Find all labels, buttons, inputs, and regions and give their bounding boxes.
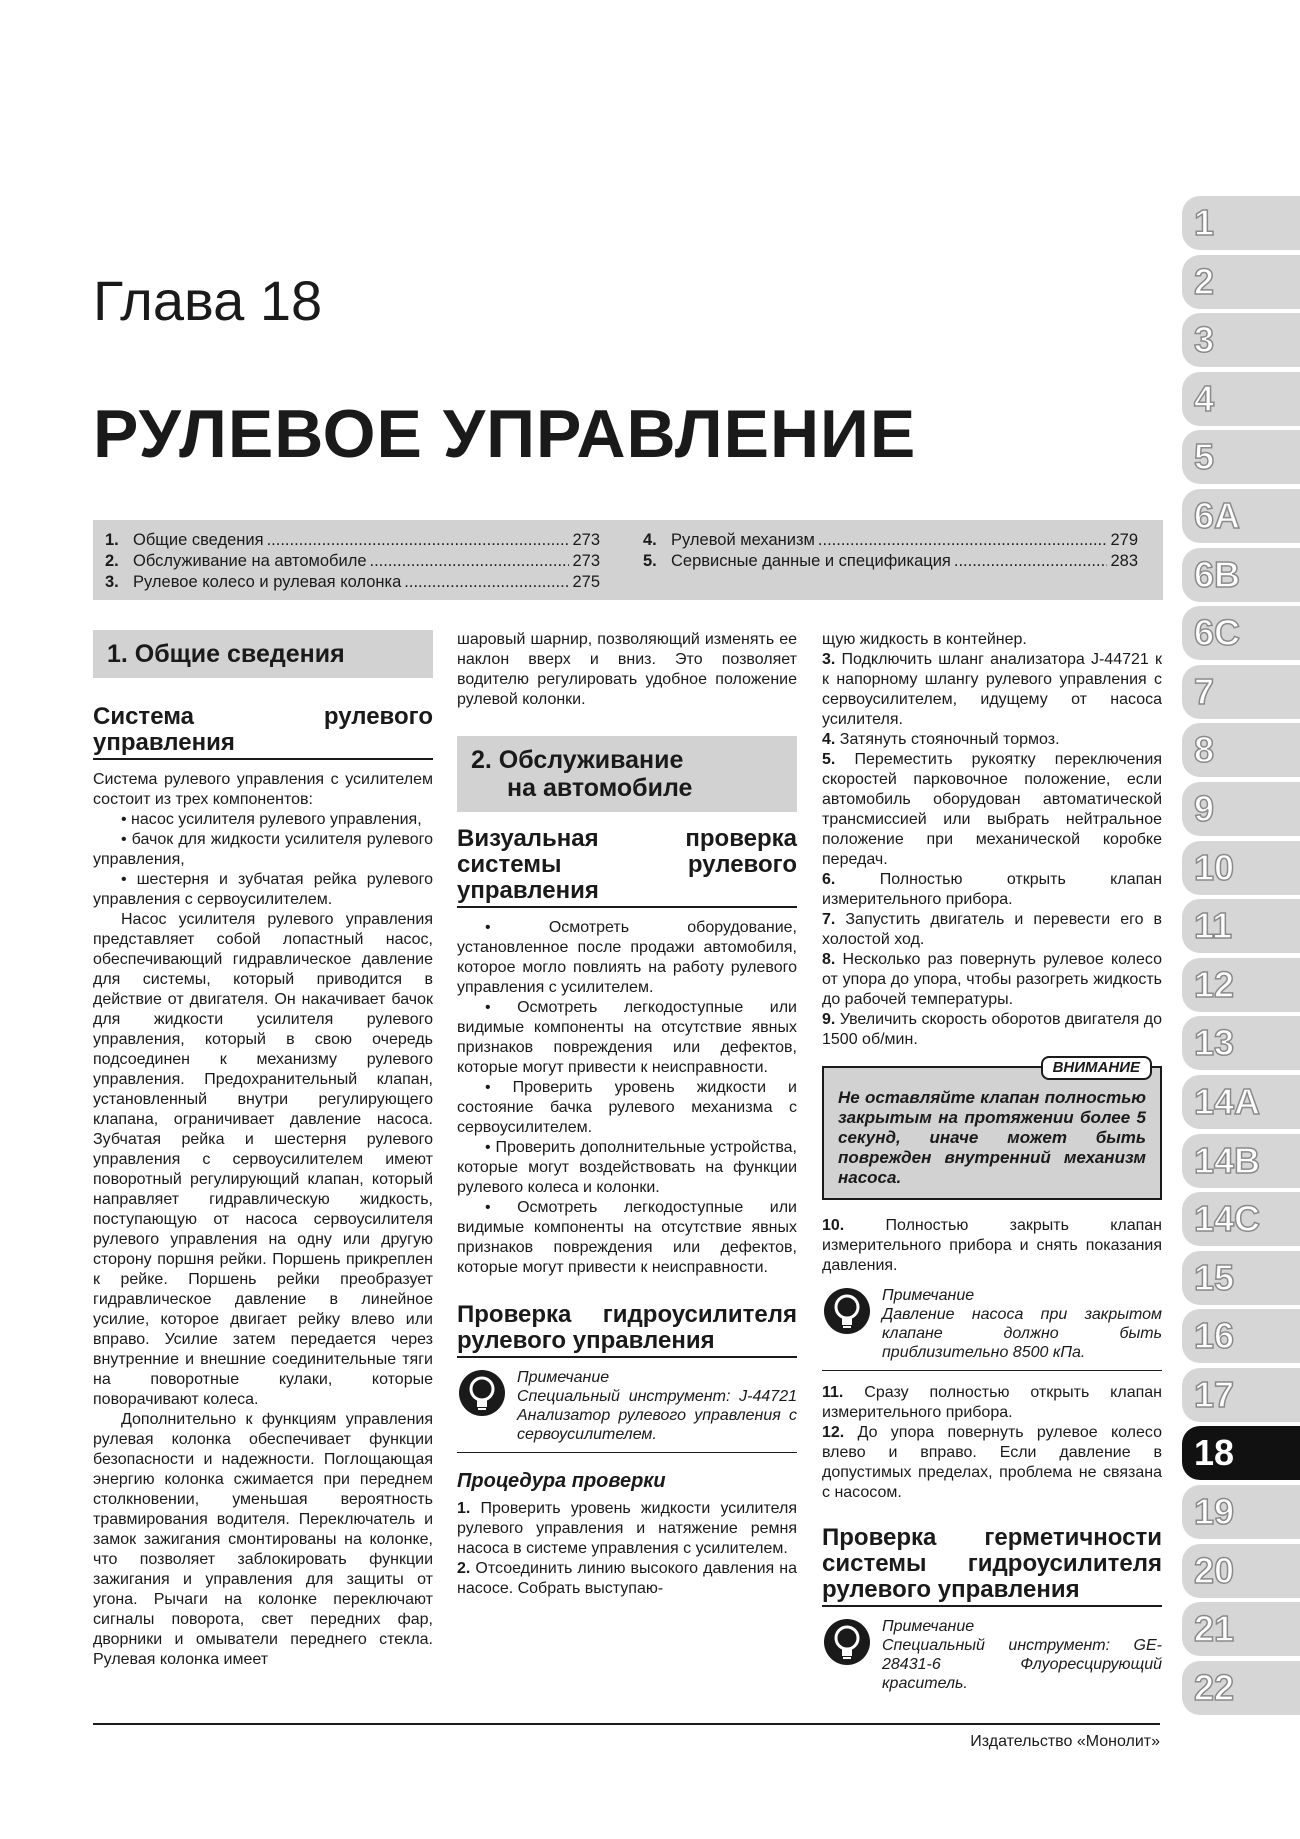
toc-item-title: Обслуживание на автомобиле xyxy=(133,552,367,570)
chapter-tab[interactable]: 9 xyxy=(1182,782,1300,836)
step-item xyxy=(822,870,1162,910)
lightbulb-icon xyxy=(822,1286,872,1336)
bullet-item: • Осмотреть легкодоступные или видимые компоненты на отсутствие явных признаков повреждения или дефектов, которые могут привести к неисправности. xyxy=(457,999,797,1076)
chapter-tabs xyxy=(1182,196,1300,1719)
toc-leader xyxy=(370,551,570,572)
warning-box xyxy=(822,1059,1162,1200)
chapter-tab[interactable]: 21 xyxy=(1182,1602,1300,1656)
toc-item-page: 279 xyxy=(1110,531,1138,549)
step-text: Затянуть стояночный тормоз. xyxy=(839,731,1060,748)
note-block xyxy=(822,1617,1162,1701)
note-content: Специальный инструмент: GE-28431-6 Флуоресцирующий краситель. xyxy=(882,1637,1162,1692)
step-number: 11. xyxy=(822,1384,844,1401)
column-3 xyxy=(822,630,1162,1713)
toc-item-title: Сервисные данные и спецификация xyxy=(671,552,951,570)
bullet-item: • Проверить уровень жидкости и состояние бачка рулевого механизма с сервоусилителем. xyxy=(457,1079,797,1136)
step-text: Отсоединить линию высокого давления на насосе. Собрать выступаю- xyxy=(457,1560,797,1597)
toc-item-page: 273 xyxy=(572,552,600,570)
footer-divider xyxy=(93,1723,1160,1725)
lightbulb-icon xyxy=(822,1617,872,1667)
subheading-steering-system: Система рулевого управления xyxy=(93,704,433,760)
column-1 xyxy=(93,630,433,1670)
warning-text: Не оставляйте клапан полностью закрытым на протяжении более 5 секунд, иначе может быть поврежден внутренний механизм насоса. xyxy=(838,1088,1146,1187)
step-number: 2. xyxy=(457,1560,471,1577)
toc-right-column xyxy=(643,530,1138,572)
step-item xyxy=(822,1010,1162,1050)
chapter-tab[interactable]: 17 xyxy=(1182,1368,1300,1422)
chapter-tab-active[interactable]: 18 xyxy=(1182,1426,1300,1480)
warning-label: ВНИМАНИЕ xyxy=(1041,1056,1152,1080)
toc-item-title: Рулевое колесо и рулевая колонка xyxy=(133,573,402,591)
chapter-tab[interactable]: 1 xyxy=(1182,196,1300,250)
bullet-item: • шестерня и зубчатая рейка рулевого управления с сервоусилителем. xyxy=(93,871,433,908)
column-2 xyxy=(457,630,797,1599)
toc-item[interactable] xyxy=(643,551,1138,572)
step-text: Подключить шланг анализатора J-44721 к к напорному шлангу рулевого управления с сервоусилителем, идущему от насоса усилителя. xyxy=(822,651,1162,728)
note-text xyxy=(882,1617,1162,1693)
bullet-item: • насос усилителя рулевого управления, xyxy=(121,811,422,828)
bullet-item: • Осмотреть легкодоступные или видимые компоненты на отсутствие явных признаков повреждения или дефектов, которые могут привести к неисправности. xyxy=(457,1199,797,1276)
step-item xyxy=(822,1423,1162,1503)
note-text xyxy=(517,1368,797,1444)
chapter-tab[interactable]: 20 xyxy=(1182,1544,1300,1598)
step-text: Переместить рукоятку переключения скоростей парковочное положение, если автомобиль оборудован автоматической трансмиссией или выбрать нейтральное положение при механической коробке передач. xyxy=(822,751,1162,868)
step-text: Проверить уровень жидкости усилителя рулевого управления и натяжение ремня насоса в системе управления с усилителем. xyxy=(457,1500,797,1557)
step-item xyxy=(822,1216,1162,1276)
toc-item-title: Рулевой механизм xyxy=(671,531,815,549)
section-heading-line: 2. Обслуживание xyxy=(471,746,684,774)
step-item xyxy=(822,910,1162,950)
step-number: 10. xyxy=(822,1217,845,1234)
step-number: 7. xyxy=(822,911,836,928)
toc-item-number: 2. xyxy=(105,552,119,570)
step-number: 3. xyxy=(822,651,836,668)
step-number: 9. xyxy=(822,1011,836,1028)
toc-item-page: 275 xyxy=(572,573,600,591)
step-item xyxy=(457,1559,797,1599)
chapter-tab[interactable]: 10 xyxy=(1182,841,1300,895)
step-item xyxy=(822,950,1162,1010)
step-text: Сразу полностью открыть клапан измерительного прибора. xyxy=(822,1384,1162,1421)
toc-item-page: 273 xyxy=(572,531,600,549)
chapter-tab[interactable]: 6A xyxy=(1182,489,1300,543)
step-number: 6. xyxy=(822,871,836,888)
step-text: Полностью закрыть клапан измерительного прибора и снять показания давления. xyxy=(822,1217,1163,1274)
table-of-contents xyxy=(93,520,1163,600)
step-text: Несколько раз повернуть рулевое колесо от упора до упора, чтобы разогреть жидкость до рабочей температуры. xyxy=(822,951,1162,1008)
toc-leader xyxy=(267,530,570,551)
bullet-item: • Проверить дополнительные устройства, которые могут воздействовать на функции рулевого колеса и колонки. xyxy=(457,1139,797,1196)
paragraph: щую жидкость в контейнер. xyxy=(822,631,1027,648)
step-text: Полностью открыть клапан измерительного прибора. xyxy=(822,871,1162,908)
step-item xyxy=(822,1383,1162,1423)
note-content: Давление насоса при закрытом клапане должно быть приблизительно 8500 кПа. xyxy=(882,1306,1162,1361)
footer-publisher: Издательство «Монолит» xyxy=(970,1733,1160,1750)
toc-item-number: 4. xyxy=(643,531,657,549)
section-heading-general: 1. Общие сведения xyxy=(93,630,433,678)
chapter-tab[interactable]: 19 xyxy=(1182,1485,1300,1539)
paragraph: шаровый шарнир, позволяющий изменять ее наклон вверх и вниз. Это позволяет водителю регулировать удобное положение рулевой колонки. xyxy=(457,631,797,708)
toc-item[interactable] xyxy=(105,530,600,551)
chapter-tab[interactable]: 16 xyxy=(1182,1309,1300,1363)
subheading-visual-check: Визуальная проверка системы рулевого управления xyxy=(457,826,797,908)
toc-item[interactable] xyxy=(105,572,600,593)
chapter-tab[interactable]: 3 xyxy=(1182,313,1300,367)
note-content: Специальный инструмент: J-44721 Анализатор рулевого управления с сервоусилителем. xyxy=(517,1388,797,1443)
subheading-power-steering-check: Проверка гидроусилителя рулевого управления xyxy=(457,1302,797,1358)
chapter-tab[interactable]: 6B xyxy=(1182,548,1300,602)
toc-item[interactable] xyxy=(643,530,1138,551)
paragraph: Система рулевого управления с усилителем состоит из трех компонентов: xyxy=(93,771,433,808)
step-number: 8. xyxy=(822,951,836,968)
step-text: Запустить двигатель и перевести его в холостой ход. xyxy=(822,911,1162,948)
step-text: До упора повернуть рулевое колесо влево и вправо. Если давление в допустимых пределах, проблема не связана с насосом. xyxy=(822,1424,1162,1501)
chapter-tab[interactable]: 22 xyxy=(1182,1661,1300,1715)
lightbulb-icon xyxy=(457,1368,507,1418)
note-block xyxy=(822,1286,1162,1371)
chapter-tab[interactable]: 4 xyxy=(1182,372,1300,426)
section-heading-line: на автомобиле xyxy=(507,774,693,802)
note-block xyxy=(457,1368,797,1453)
chapter-tab[interactable]: 7 xyxy=(1182,665,1300,719)
toc-leader xyxy=(404,572,569,593)
step-item xyxy=(822,650,1162,730)
step-number: 1. xyxy=(457,1500,471,1517)
step-item xyxy=(457,1499,797,1559)
chapter-tab[interactable]: 11 xyxy=(1182,899,1300,953)
note-label: Примечание xyxy=(882,1618,975,1635)
toc-left-column xyxy=(105,530,600,593)
chapter-tab[interactable]: 14A xyxy=(1182,1075,1300,1129)
step-item xyxy=(822,730,1162,750)
page-title: РУЛЕВОЕ УПРАВЛЕНИЕ xyxy=(93,396,917,472)
paragraph: Насос усилителя рулевого управления представляет собой лопастный насос, обеспечивающий гидравлическое давление для системы, который приводится в действие от двигателя. Он накачивает бачок для жидкости усилителя рулевого управления, который в свою очередь подсоединен к механизму рулевого управления. Предохранительный клапан, установленный внутри регулирующего клапана, ограничивает давление насоса. Зубчатая рейка и шестерня рулевого управления с сервоусилителем имеют поворотный регулирующий клапан, который направляет гидравлическую жидкость, поступающую от насоса сервоусилителя рулевого управления на одну или другую сторону поршня рейки. Поршень прикреплен к рейке. Поршень рейки преобразует гидравлическое давление в линейное усилие, которое двигает рейку влево или вправо. Усилие затем передается через внутренние и внешние соединительные тяги на поворотные кулаки, которые поворачивают колеса. xyxy=(93,911,433,1408)
toc-item-number: 1. xyxy=(105,531,119,549)
chapter-tab[interactable]: 8 xyxy=(1182,723,1300,777)
toc-item-number: 3. xyxy=(105,573,119,591)
toc-item[interactable] xyxy=(105,551,600,572)
paragraph: Дополнительно к функциям управления рулевая колонка обеспечивает функции безопасности и надежности. Поглощающая энергию колонка сжимается при переднем столкновении, уменьшая вероятность травмирования водителя. Переключатель и замок зажигания смонтированы на колонке, что позволяет заблокировать функции зажигания и управления для защиты от угона. Рычаги на колонке переключают сигналы поворота, свет передних фар, дворники и омыватели переднего стекла. Рулевая колонка имеет xyxy=(93,1411,433,1668)
bullet-item: • Осмотреть оборудование, установленное после продажи автомобиля, которое могло повлиять на работу рулевого управления с усилителем. xyxy=(457,919,797,996)
subheading-procedure: Процедура проверки xyxy=(457,1470,666,1492)
section-heading-maintenance xyxy=(457,736,797,812)
chapter-tab[interactable]: 14C xyxy=(1182,1192,1300,1246)
chapter-tab[interactable]: 13 xyxy=(1182,1016,1300,1070)
toc-leader xyxy=(954,551,1108,572)
chapter-number: Глава 18 xyxy=(93,269,323,332)
chapter-tab[interactable]: 5 xyxy=(1182,430,1300,484)
step-text: Увеличить скорость оборотов двигателя до 1500 об/мин. xyxy=(822,1011,1162,1048)
chapter-tab[interactable]: 14B xyxy=(1182,1134,1300,1188)
toc-item-page: 283 xyxy=(1110,552,1138,570)
bullet-item: • бачок для жидкости усилителя рулевого управления, xyxy=(93,831,433,868)
chapter-tab[interactable]: 15 xyxy=(1182,1251,1300,1305)
toc-item-number: 5. xyxy=(643,552,657,570)
chapter-tab[interactable]: 6C xyxy=(1182,606,1300,660)
chapter-tab[interactable]: 12 xyxy=(1182,958,1300,1012)
step-number: 4. xyxy=(822,731,836,748)
note-label: Примечание xyxy=(517,1369,610,1386)
note-label: Примечание xyxy=(882,1287,975,1304)
chapter-tab[interactable]: 2 xyxy=(1182,255,1300,309)
step-number: 5. xyxy=(822,751,836,768)
toc-item-title: Общие сведения xyxy=(133,531,264,549)
note-text xyxy=(882,1286,1162,1362)
step-number: 12. xyxy=(822,1424,845,1441)
subheading-leak-check: Проверка герметичности системы гидроусилителя рулевого управления xyxy=(822,1525,1162,1607)
step-item xyxy=(822,750,1162,870)
toc-leader xyxy=(818,530,1108,551)
